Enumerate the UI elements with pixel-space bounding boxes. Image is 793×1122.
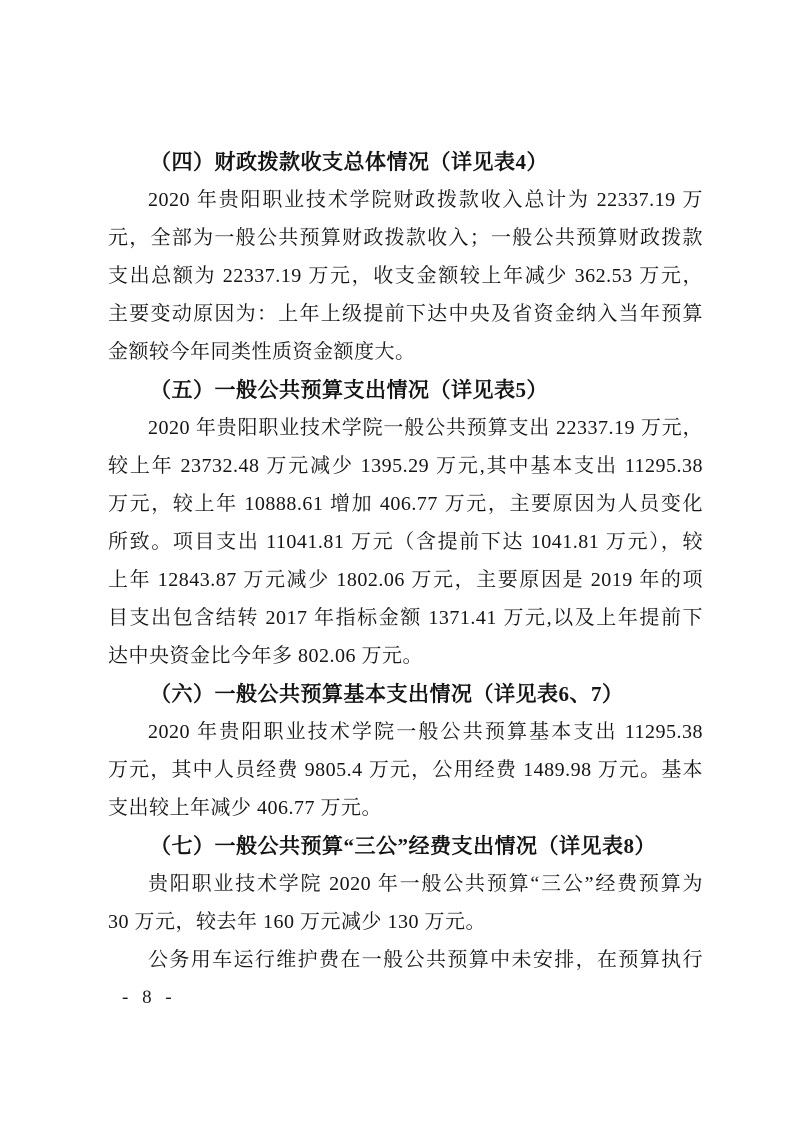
text-line: 支出总额为 22337.19 万元，收支金额较上年减少 362.53 万元， [108,265,703,287]
text-line: 支出较上年减少 406.77 万元。 [108,797,382,819]
text-line: 金额较今年同类性质资金额度大。 [108,341,416,363]
text-line: 2020 年贵阳职业技术学院一般公共预算支出 22337.19 万元， [148,417,703,439]
section-heading-7: （七）一般公共预算“三公”经费支出情况（详见表8） [150,834,656,858]
text-line: 元，全部为一般公共预算财政拨款收入；一般公共预算财政拨款 [108,227,703,249]
text-line: 贵阳职业技术学院 2020 年一般公共预算“三公”经费预算为 [148,873,703,895]
text-line: 30 万元，较去年 160 万元减少 130 万元。 [108,911,486,933]
text-line: 主要变动原因为：上年上级提前下达中央及省资金纳入当年预算 [108,303,703,325]
text-line: 达中央资金比今年多 802.06 万元。 [108,645,423,667]
text-line: 上年 12843.87 万元减少 1802.06 万元，主要原因是 2019 年的项 [108,569,703,591]
text-line: 2020 年贵阳职业技术学院财政拨款收入总计为 22337.19 万 [148,189,703,211]
text-line: 万元，较上年 10888.61 增加 406.77 万元，主要原因为人员变化 [108,493,703,515]
text-line: 较上年 23732.48 万元减少 1395.29 万元,其中基本支出 11295.38 [108,455,703,477]
page-number: - 8 - [122,987,172,1008]
text-line: 所致。项目支出 11041.81 万元（含提前下达 1041.81 万元），较 [108,531,703,553]
text-line: 万元，其中人员经费 9805.4 万元，公用经费 1489.98 万元。基本 [108,759,703,781]
section-heading-4: （四）财政拨款收支总体情况（详见表4） [150,150,548,174]
section-heading-5: （五）一般公共预算支出情况（详见表5） [150,378,548,402]
text-line: 2020 年贵阳职业技术学院一般公共预算基本支出 11295.38 [148,721,703,743]
text-line: 目支出包含结转 2017 年指标金额 1371.41 万元,以及上年提前下 [108,607,703,629]
section-heading-6: （六）一般公共预算基本支出情况（详见表6、7） [150,682,624,706]
text-line: 公务用车运行维护费在一般公共预算中未安排，在预算执行 [148,949,703,971]
page-text-block [108,143,703,979]
